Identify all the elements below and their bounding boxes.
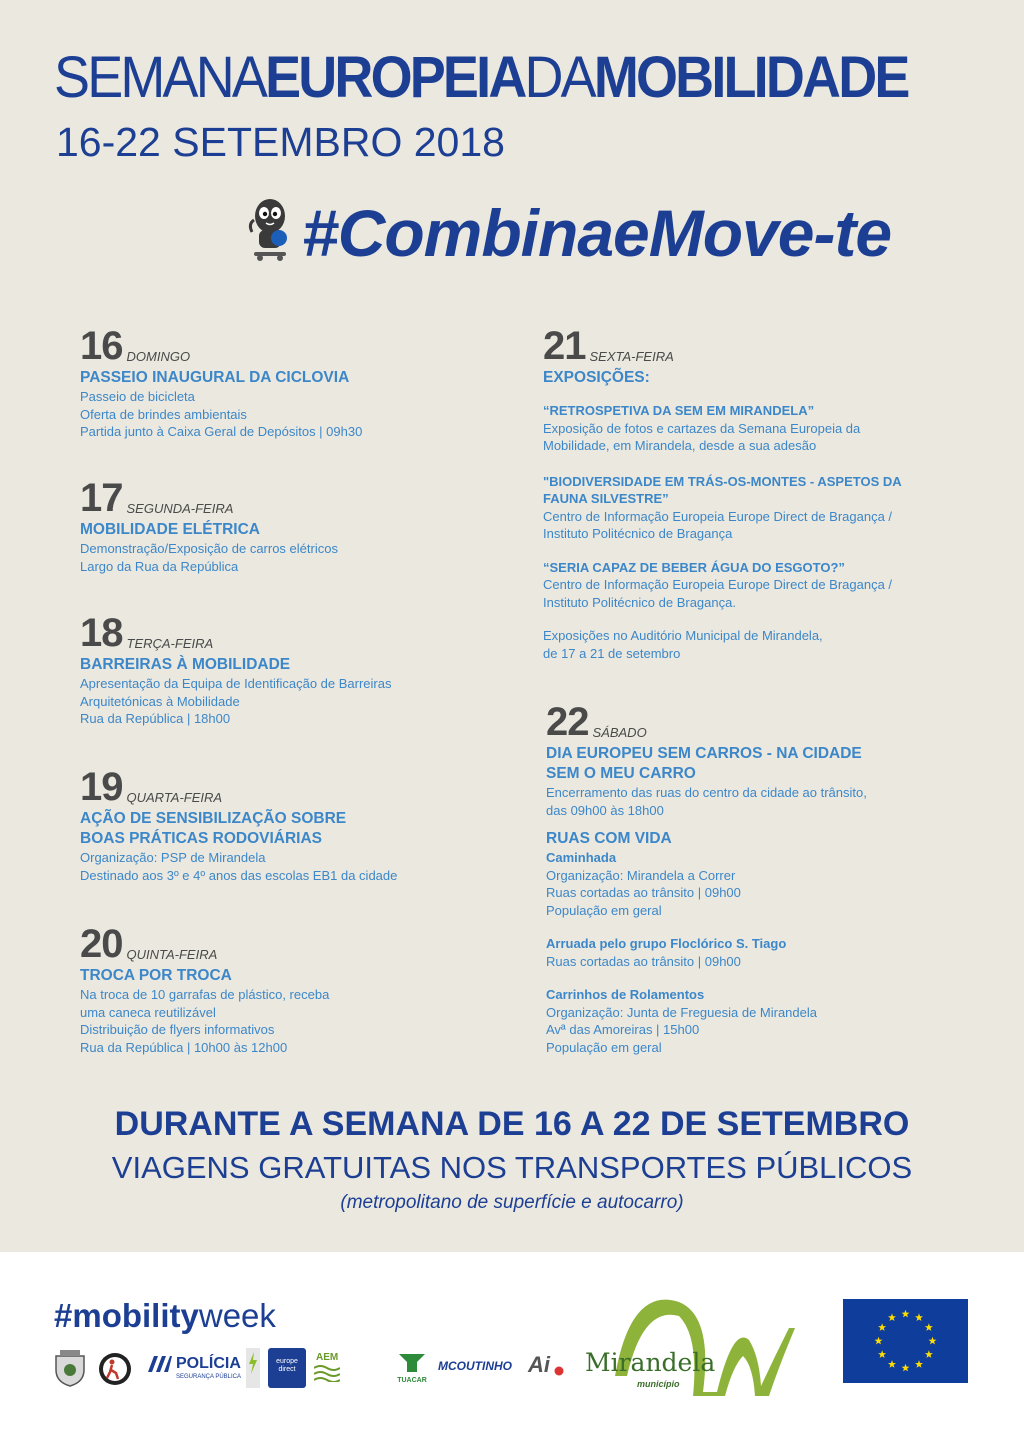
aem-waves-icon — [314, 1364, 340, 1382]
day-17 — [80, 476, 510, 575]
exhibition-biodiversidade — [543, 473, 983, 543]
event-detail: Rua da República | 10h00 às 12h00 — [80, 1039, 288, 1055]
campaign-hashtag: #CombinaeMove-te — [302, 196, 892, 270]
exhibition-agua-esgoto — [543, 559, 983, 612]
day-name: SEXTA-FEIRA — [589, 349, 674, 364]
event-detail: População em geral — [546, 1039, 662, 1055]
event-detail: Ruas cortadas ao trânsito | 09h00 — [546, 885, 741, 900]
mcoutinho-logo: MCOUTINHO — [438, 1359, 512, 1373]
event-detail: Oferta de brindes ambientais — [80, 406, 247, 422]
tuacar-emblem-icon — [397, 1350, 427, 1374]
day-number: 22 — [546, 700, 589, 744]
event-title: MOBILIDADE ELÉTRICA — [80, 521, 260, 538]
week-banner-heading: DURANTE A SEMANA DE 16 A 22 DE SETEMBRO — [114, 1105, 910, 1143]
exhibition-title: FAUNA SILVESTRE” — [543, 491, 669, 506]
event-subtitle: Carrinhos de Rolamentos — [546, 987, 705, 1002]
mirandela-label: Mirandela — [585, 1348, 716, 1377]
day-name: QUINTA-FEIRA — [126, 947, 218, 962]
exhibition-retrospetiva — [543, 402, 983, 455]
policia-sublabel: SEGURANÇA PÚBLICA — [176, 1374, 242, 1380]
day-number: 20 — [80, 922, 123, 966]
day-number: 18 — [80, 611, 123, 655]
event-detail: Na troca de 10 garrafas de plástico, receba — [80, 987, 330, 1002]
event-detail: Mobilidade, em Mirandela, desde a sua adesão — [543, 438, 817, 453]
mobility-week-hashtag — [54, 1296, 276, 1336]
exhibition-title: “SERIA CAPAZ DE BEBER ÁGUA DO ESGOTO?” — [543, 559, 845, 575]
event-title: BARREIRAS À MOBILIDADE — [80, 656, 291, 673]
event-detail: Centro de Informação Europeia Europe Direct de Bragança / — [543, 508, 893, 524]
event-detail: Organização: Mirandela a Correr — [546, 867, 736, 883]
event-dates: 16-22 SETEMBRO 2018 — [56, 119, 505, 165]
page-title — [54, 46, 908, 110]
eu-star-icon — [888, 1313, 896, 1321]
event-detail: Arquitetónicas à Mobilidade — [80, 693, 240, 709]
event-detail: Centro de Informação Europeia Europe Direct de Bragança / — [543, 577, 893, 592]
eu-star-icon — [888, 1360, 896, 1368]
event-detail: Instituto Politécnico de Bragança — [543, 526, 733, 541]
day-name: QUARTA-FEIRA — [126, 790, 223, 805]
policia-label: POLÍCIA — [176, 1355, 241, 1372]
tuacar-logo — [392, 1350, 432, 1388]
event-detail: Ruas cortadas ao trânsito | 09h00 — [546, 953, 741, 969]
day-name: TERÇA-FEIRA — [126, 636, 214, 651]
mobility-hashtag-bold: #mobility — [54, 1297, 199, 1334]
event-title: SEM O MEU CARRO — [546, 765, 696, 782]
event-detail: das 09h00 às 18h00 — [546, 802, 664, 818]
event-detail: Encerramento das ruas do centro da cidade ao trânsito, — [546, 785, 867, 800]
event-subtitle: Arruada pelo grupo Floclórico S. Tiago — [546, 936, 787, 951]
aem-label: AEM — [316, 1352, 339, 1363]
event-detail: uma caneca reutilizável — [80, 1004, 216, 1020]
day-20 — [80, 922, 510, 1056]
event-detail: Largo da Rua da República — [80, 558, 239, 574]
day-18 — [80, 611, 510, 728]
mobility-hashtag-light: week — [198, 1297, 276, 1334]
eu-stars-icon — [843, 1299, 968, 1383]
sponsor-footer — [0, 1252, 1024, 1439]
event-detail: Demonstração/Exposição de carros elétricos — [80, 541, 338, 556]
event-title: DIA EUROPEU SEM CARROS - NA CIDADE — [546, 745, 862, 762]
eu-star-icon — [878, 1323, 886, 1331]
eu-star-icon — [875, 1337, 883, 1345]
day-19 — [80, 765, 510, 884]
event-detail: População em geral — [546, 902, 662, 918]
europe-direct-logo — [268, 1348, 306, 1388]
event-detail: Apresentação da Equipa de Identificação de Barreiras — [80, 676, 392, 691]
europe-direct-label: europe direct — [276, 1358, 298, 1373]
coat-of-arms-icon — [52, 1348, 88, 1388]
week-banner-note: (metropolitano de superfície e autocarro) — [340, 1192, 684, 1213]
eu-star-icon — [915, 1313, 923, 1321]
event-detail: Exposições no Auditório Municipal de Mirandela, — [543, 628, 823, 643]
runners-club-icon — [98, 1352, 132, 1386]
title-word-mobilidade: MOBILIDADE — [593, 45, 908, 110]
title-word-semana: SEMANA — [54, 45, 266, 110]
eu-star-icon — [929, 1337, 937, 1345]
event-detail: de 17 a 21 de setembro — [543, 645, 681, 661]
title-word-da: DA — [524, 45, 594, 110]
exhibition-note — [543, 627, 983, 662]
exhibition-title: "BIODIVERSIDADE EM TRÁS-OS-MONTES - ASPETOS DA — [543, 473, 902, 489]
event-detail: Exposição de fotos e cartazes da Semana Europeia da — [543, 420, 861, 436]
day-name: SEGUNDA-FEIRA — [126, 501, 234, 516]
event-detail: Rua da República | 18h00 — [80, 711, 231, 726]
title-word-europeia: EUROPEIA — [265, 45, 525, 110]
event-detail: Destinado aos 3º e 4º anos das escolas EB1 da cidade — [80, 867, 398, 883]
event-subtitle: Caminhada — [546, 850, 617, 865]
day-number: 21 — [543, 324, 586, 368]
day-number: 19 — [80, 765, 123, 809]
event-detail: Passeio de bicicleta — [80, 389, 195, 404]
eu-star-icon — [925, 1350, 933, 1358]
event-detail: Instituto Politécnico de Bragança. — [543, 594, 736, 610]
eu-star-icon — [902, 1310, 910, 1318]
week-banner-subheading: VIAGENS GRATUITAS NOS TRANSPORTES PÚBLICOS — [111, 1150, 913, 1185]
day-name: DOMINGO — [126, 349, 191, 364]
eu-star-icon — [925, 1323, 933, 1331]
day-name: SÁBADO — [592, 725, 647, 740]
event-detail: Avª das Amoreiras | 15h00 — [546, 1022, 700, 1037]
event-detail: Partida junto à Caixa Geral de Depósitos | 09h30 — [80, 424, 363, 439]
day-22 — [546, 700, 986, 1056]
event-title: AÇÃO DE SENSIBILIZAÇÃO SOBRE — [80, 810, 347, 827]
day-16 — [80, 324, 510, 441]
energy-agency-icon — [246, 1348, 260, 1388]
eu-star-icon — [915, 1360, 923, 1368]
event-detail: Organização: PSP de Mirandela — [80, 850, 266, 865]
eu-star-icon — [878, 1350, 886, 1358]
event-title: BOAS PRÁTICAS RODOVIÁRIAS — [80, 830, 322, 847]
exhibition-title: “RETROSPETIVA DA SEM EM MIRANDELA” — [543, 403, 815, 418]
event-title: TROCA POR TROCA — [80, 967, 232, 984]
event-title: EXPOSIÇÕES: — [543, 369, 650, 386]
event-detail: Distribuição de flyers informativos — [80, 1022, 275, 1037]
mascot-illustration — [246, 194, 294, 264]
ai-logo — [526, 1352, 566, 1388]
eu-flag — [843, 1299, 968, 1383]
eu-star-icon — [902, 1364, 910, 1372]
day-21 — [543, 324, 983, 662]
policia-logo — [144, 1354, 244, 1384]
event-title: PASSEIO INAUGURAL DA CICLOVIA — [80, 369, 350, 386]
ai-label: Ai — [528, 1352, 550, 1377]
municipio-label: município — [637, 1379, 680, 1389]
policia-stripes-icon — [144, 1356, 172, 1372]
ai-badge-icon — [554, 1366, 564, 1376]
day-number: 17 — [80, 476, 123, 520]
event-title: RUAS COM VIDA — [546, 830, 672, 847]
aem-logo — [314, 1352, 374, 1384]
day-number: 16 — [80, 324, 123, 368]
tuacar-label: TUACAR — [397, 1377, 427, 1384]
mirandela-municipio-logo — [583, 1296, 811, 1400]
event-detail: Organização: Junta de Freguesia de Mirandela — [546, 1004, 817, 1020]
